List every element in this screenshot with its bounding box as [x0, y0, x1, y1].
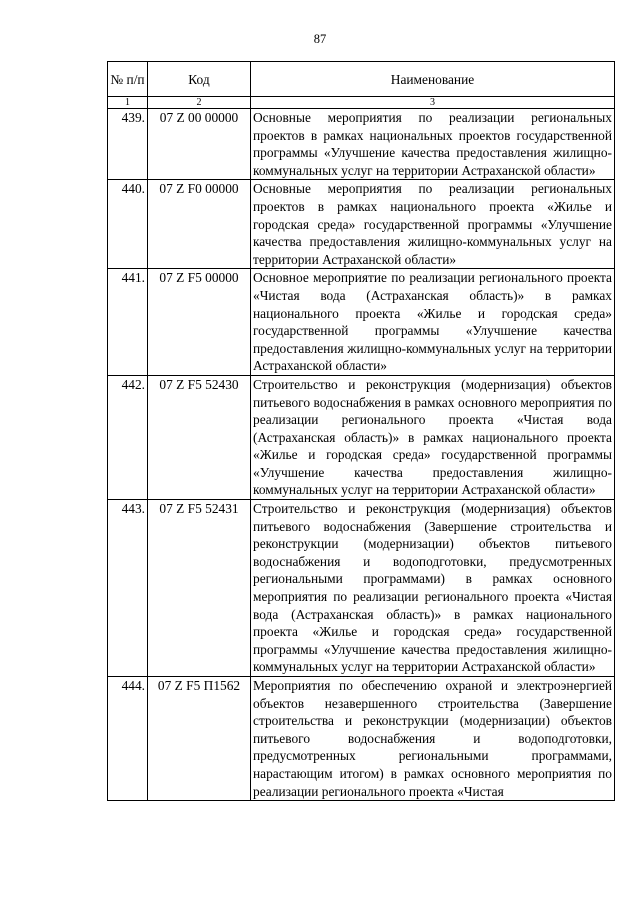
header-num: № п/п [108, 62, 148, 97]
row-name: Основное мероприятие по реализации регионального проекта «Чистая вода (Астраханская область)» в рамках национального проекта «Жилье и городская среда» государственной программы «Улучшение качества предоставления жилищно-коммунальных услуг на территории Астраханской области» [251, 269, 615, 376]
row-name: Основные мероприятия по реализации региональных проектов в рамках национального проекта «Жилье и городская среда» государственной программы «Улучшение качества предоставления жилищно-коммунальных услуг на территории Астраханской области» [251, 180, 615, 269]
row-code: 07 Z 00 00000 [148, 109, 251, 180]
column-number-row [108, 97, 615, 109]
table-row [108, 677, 615, 801]
row-number: 439. [108, 109, 148, 180]
row-number: 443. [108, 500, 148, 677]
row-name: Мероприятия по обеспечению охраной и электроэнергией объектов незавершенного строительства (Завершение строительства и реконструкции (модернизации) объектов питьевого водоснабжения и водоподготовки, предусмотренных региональными программами, нарастающим итогом) в рамках основного мероприятия по реализации регионального проекта «Чистая [251, 677, 615, 801]
budget-code-table [107, 61, 615, 801]
row-number: 440. [108, 180, 148, 269]
row-name: Основные мероприятия по реализации региональных проектов в рамках национальных проектов государственной программы «Улучшение качества предоставления жилищно-коммунальных услуг на территории Астраханской области» [251, 109, 615, 180]
table-row [108, 269, 615, 376]
page-number: 87 [313, 32, 327, 46]
row-code: 07 Z F5 П1562 [148, 677, 251, 801]
table-row [108, 109, 615, 180]
header-name: Наименование [251, 62, 615, 97]
table-row [108, 180, 615, 269]
table-header-row [108, 62, 615, 97]
header-code: Код [148, 62, 251, 97]
row-code: 07 Z F5 52430 [148, 375, 251, 499]
row-number: 441. [108, 269, 148, 376]
row-code: 07 Z F0 00000 [148, 180, 251, 269]
row-number: 444. [108, 677, 148, 801]
column-number: 2 [148, 97, 251, 109]
column-number: 1 [108, 97, 148, 109]
row-name: Строительство и реконструкция (модернизация) объектов питьевого водоснабжения в рамках основного мероприятия по реализации регионального проекта «Чистая вода (Астраханская область)» в рамках национального проекта «Жилье и городская среда» государственной программы «Улучшение качества предоставления жилищно-коммунальных услуг на территории Астраханской области» [251, 375, 615, 499]
column-number: 3 [251, 97, 615, 109]
row-code: 07 Z F5 52431 [148, 500, 251, 677]
row-number: 442. [108, 375, 148, 499]
row-name: Строительство и реконструкция (модернизация) объектов питьевого водоснабжения (Завершение строительства и реконструкции (модернизации) объектов питьевого водоснабжения и водоподготовки, предусмотренных региональными программами) в рамках основного мероприятия по реализации регионального проекта «Чистая вода (Астраханская область)» в рамках национального проекта «Жилье и городская среда» государственной программы «Улучшение качества предоставления жилищно-коммунальных услуг на территории Астраханской области» [251, 500, 615, 677]
row-code: 07 Z F5 00000 [148, 269, 251, 376]
table-row [108, 375, 615, 499]
table-row [108, 500, 615, 677]
